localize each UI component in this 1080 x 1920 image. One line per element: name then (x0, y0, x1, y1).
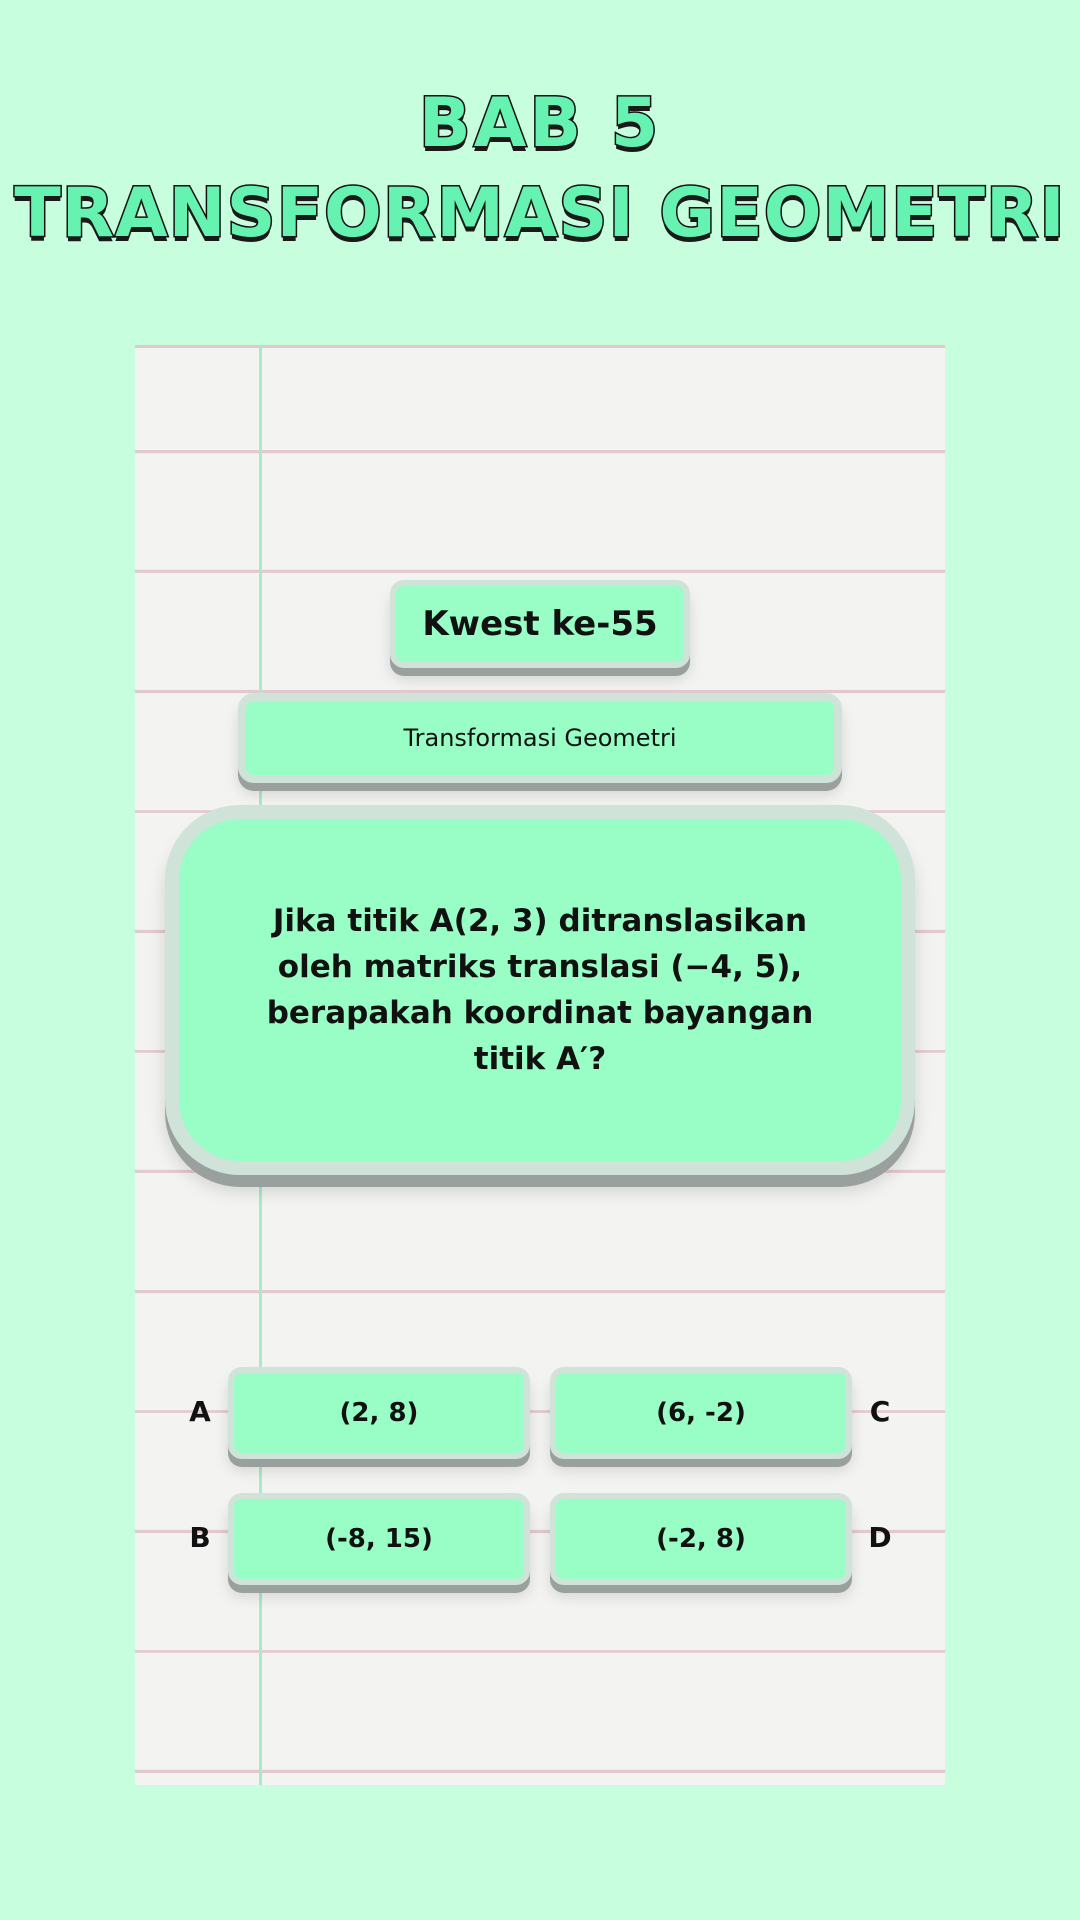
answer-option-a[interactable]: (2, 8) (228, 1367, 530, 1459)
quest-number-badge: Kwest ke-55 (390, 580, 690, 668)
option-letter-a: A (189, 1395, 211, 1428)
topic-label: Transformasi Geometri (238, 693, 842, 783)
option-letter-b: B (189, 1521, 211, 1554)
answer-option-d[interactable]: (-2, 8) (550, 1493, 852, 1585)
paper-top-rule (135, 345, 945, 348)
question-card (165, 805, 915, 1175)
chapter-subtitle: TRANSFORMASI GEOMETRI (14, 174, 1066, 253)
chapter-title: BAB 5 (418, 84, 662, 163)
question-text: Jika titik A(2, 3) ditranslasikan oleh matriks translasi (−4, 5), berapakah koordinat bayangan titik A′? (266, 903, 814, 1077)
option-letter-c: C (869, 1395, 891, 1428)
page-header (0, 84, 1080, 253)
option-letter-d: D (868, 1521, 892, 1554)
answer-option-b[interactable]: (-8, 15) (228, 1493, 530, 1585)
answer-option-c[interactable]: (6, -2) (550, 1367, 852, 1459)
